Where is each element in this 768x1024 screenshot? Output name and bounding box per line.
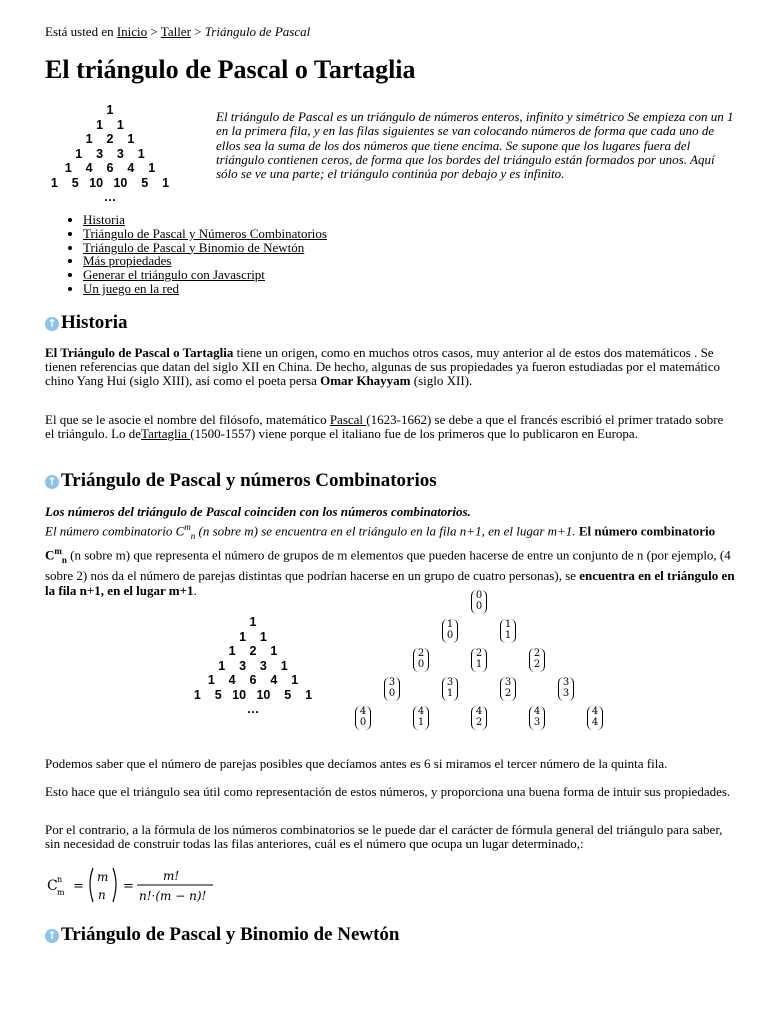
breadcrumb-prefix: Está usted en [45, 24, 114, 39]
binomial-coefficient [500, 677, 516, 701]
text: (n sobre m) que representa el número de grupos de m elementos que pueden hacerse de entre un conjunto de n (por ejemplo, (4 sobre 2) nos da el número de parejas distintas que podrían hacerse en un grupo de cuatro personas), se [45, 547, 731, 583]
text: (1623-1662) se debe a que el francés escribió el primer tratado sobre el triángulo. Lo de [45, 412, 724, 441]
formula-sup: n [57, 875, 63, 884]
combinatorios-paragraph-2 [45, 520, 735, 598]
binomial-bottom: 4 [591, 717, 599, 728]
toc-link-juego[interactable]: Un juego en la red [83, 280, 180, 296]
bold-text: Omar Khayyam [320, 373, 411, 388]
arrow-up-icon[interactable]: ↑ [45, 475, 59, 489]
italic-text: El número combinatorio C [45, 523, 185, 539]
binomial-top: 2 [533, 648, 541, 659]
binomial-parentheses [500, 677, 516, 701]
bold-text: El número combinatorio C [45, 523, 716, 563]
bold-text: encuentra en el triángulo en la fila n+1, en el lugar m+1 [45, 567, 735, 598]
intro-text: El triángulo de Pascal es un triángulo de números enteros, infinito y simétrico Se empieza con un 1 en la primera fila, y en las filas siguientes se van colocando números de forma que cada uno de ellos sea la suma de los dos números que tiene encima. Se supone que los lugares fuera del triángulo contienen ceros, de forma que los bordes del triángulo están formados por unos. Aquí sólo se ve una parte; el triángulo continúa por debajo y es infinito. [216, 109, 734, 182]
binomial-bottom: 2 [533, 659, 541, 670]
breadcrumb-separator: > [150, 24, 158, 39]
heading-text: Triángulo de Pascal y números Combinatorios [61, 470, 437, 491]
text: El que se le asocie el nombre del filósofo, matemático [45, 412, 330, 427]
triangle-row: 1 3 3 1 [75, 146, 145, 161]
binomial-top: 3 [388, 677, 396, 688]
binomial-bottom: 3 [533, 717, 541, 728]
pascal-triangle-numbers [178, 615, 328, 717]
historia-paragraph-1 [45, 346, 735, 388]
triangle-row: 1 5 10 10 5 1 [50, 175, 170, 190]
binomial-parentheses [587, 706, 603, 730]
triangle-row: 1 2 1 [228, 644, 278, 658]
section-heading-newton [45, 924, 400, 946]
sup: m [184, 522, 191, 532]
binomial-top: 1 [446, 619, 454, 630]
toc-link-combinatorios[interactable]: Triángulo de Pascal y Números Combinatorios [83, 225, 327, 241]
arrow-up-icon[interactable]: ↑ [45, 929, 59, 943]
triangle-row: 1 3 3 1 [218, 658, 288, 673]
bold-text: El Triángulo de Pascal o Tartaglia [45, 345, 234, 360]
toc-item [83, 241, 327, 255]
bold-italic-text: Los números del triángulo de Pascal coinciden con los números combinatorios. [45, 504, 471, 519]
binomial-parentheses [413, 706, 429, 730]
binomial-coefficient [413, 706, 429, 730]
section-heading-combinatorios [45, 470, 437, 492]
binomial-parentheses [413, 648, 429, 672]
binomial-coefficient [413, 648, 429, 672]
binomial-parentheses [471, 648, 487, 672]
binomial-coefficient [500, 619, 516, 643]
text: . [193, 582, 197, 598]
pascal-triangle-top [35, 103, 185, 205]
heading-text: Triángulo de Pascal y Binomio de Newtón [61, 924, 400, 945]
binomial-bottom: 0 [446, 630, 454, 641]
sub: n [61, 554, 67, 565]
triangle-row: 1 [106, 103, 114, 117]
formula-c: C [47, 878, 58, 894]
toc-item [83, 213, 327, 227]
binomial-bottom: 3 [562, 688, 570, 699]
paren-left [90, 868, 93, 902]
section-heading-historia [45, 312, 128, 334]
triangle-row: 1 [249, 615, 257, 629]
binomial-coefficient [471, 648, 487, 672]
binomial-parentheses [471, 706, 487, 730]
combinatorial-formula [45, 862, 235, 908]
binomial-top: 3 [446, 677, 454, 688]
breadcrumb-link-taller[interactable]: Taller [160, 24, 191, 39]
binomial-top: 1 [504, 619, 512, 630]
page-title: El triángulo de Pascal o Tartaglia [45, 55, 416, 84]
table-of-contents [65, 213, 327, 296]
binomial-top: 4 [475, 706, 483, 717]
formula-sub: m [57, 888, 65, 897]
link-tartaglia[interactable]: Tartaglia [141, 426, 191, 441]
toc-item [83, 268, 327, 282]
toc-link-propiedades[interactable]: Más propiedades [83, 253, 172, 269]
triangle-ellipsis: … [103, 190, 117, 204]
binomial-bottom: 2 [475, 717, 483, 728]
binomial-coefficient [471, 706, 487, 730]
binomial-top: 0 [475, 590, 483, 601]
binomial-coefficient [442, 677, 458, 701]
binomial-bottom: 1 [504, 630, 512, 641]
sup: m [54, 545, 62, 556]
binomial-bottom: 0 [359, 717, 367, 728]
formula-numerator: m! [163, 869, 180, 883]
triangle-row: 1 1 [239, 629, 267, 644]
triangle-row: 1 2 1 [85, 132, 135, 146]
italic-text: (n sobre m) se encuentra en el triángulo en la fila n+1, en el lugar m+1. [195, 523, 576, 539]
text: (1500-1557) viene porque el italiano fue de los primeros que lo publicaron en Europa. [190, 426, 638, 441]
binomial-bottom: 0 [388, 688, 396, 699]
heading-text: Historia [61, 312, 128, 333]
binomial-parentheses [442, 619, 458, 643]
binomial-top: 2 [417, 648, 425, 659]
binomial-coefficient [442, 619, 458, 643]
binomial-top: 4 [591, 706, 599, 717]
binomial-coefficient [558, 677, 574, 701]
binomial-bottom: 1 [417, 717, 425, 728]
binomial-bottom: 1 [446, 688, 454, 699]
formula-equals: = [123, 879, 134, 894]
binomial-parentheses [471, 590, 487, 614]
combinatorios-paragraph-3: Podemos saber que el número de parejas posibles que decíamos antes es 6 si miramos el tercer número de la quinta fila. [45, 756, 668, 771]
historia-paragraph-2 [45, 413, 735, 441]
binomial-coefficient [587, 706, 603, 730]
combinatorios-paragraph-1 [45, 505, 735, 519]
binomial-top: 4 [533, 706, 541, 717]
toc-item [83, 227, 327, 241]
triangle-row: 1 1 [96, 117, 124, 132]
breadcrumb [45, 25, 310, 39]
binomial-coefficient [384, 677, 400, 701]
combinatorios-paragraph-4: Esto hace que el triángulo sea útil como representación de estos números, y proporciona una buena forma de intuir sus propiedades. [45, 784, 731, 799]
binomial-coefficient [529, 648, 545, 672]
triangle-ellipsis: … [246, 702, 260, 716]
sub: n [190, 530, 196, 541]
arrow-up-icon[interactable]: ↑ [45, 317, 59, 331]
toc-link-binomio[interactable]: Triángulo de Pascal y Binomio de Newtón [83, 239, 305, 255]
breadcrumb-current: Triángulo de Pascal [204, 24, 311, 39]
binomial-coefficient-triangle [355, 590, 605, 735]
binomial-coefficient [355, 706, 371, 730]
binomial-bottom: 1 [475, 659, 483, 670]
binomial-parentheses [384, 677, 400, 701]
link-pascal[interactable]: Pascal [329, 412, 367, 427]
breadcrumb-separator: > [194, 24, 202, 39]
paren-right [113, 868, 116, 902]
binomial-parentheses [500, 619, 516, 643]
binomial-coefficient [471, 590, 487, 614]
binomial-parentheses [558, 677, 574, 701]
binomial-coefficient [529, 706, 545, 730]
breadcrumb-link-inicio[interactable]: Inicio [116, 24, 148, 39]
formula-bottom: n [98, 888, 106, 902]
triangle-row: 1 4 6 4 1 [207, 673, 299, 687]
binomial-top: 3 [504, 677, 512, 688]
triangle-row: 1 4 6 4 1 [64, 161, 156, 175]
binomial-parentheses [355, 706, 371, 730]
binomial-top: 2 [475, 648, 483, 659]
text: (siglo XII). [410, 373, 473, 388]
toc-link-javascript[interactable]: Generar el triángulo con Javascript [83, 267, 265, 283]
formula-top: m [97, 870, 109, 884]
binomial-bottom: 2 [504, 688, 512, 699]
binomial-parentheses [529, 706, 545, 730]
triangle-row: 1 5 10 10 5 1 [193, 687, 313, 702]
formula-equals: = [73, 879, 84, 894]
formula-denominator: n!·(m − n)! [139, 889, 207, 903]
binomial-top: 4 [417, 706, 425, 717]
binomial-top: 3 [562, 677, 570, 688]
binomial-parentheses [442, 677, 458, 701]
binomial-bottom: 0 [475, 601, 483, 612]
toc-item [83, 282, 327, 296]
toc-link-historia[interactable]: Historia [83, 212, 125, 227]
binomial-top: 4 [359, 706, 367, 717]
binomial-bottom: 0 [417, 659, 425, 670]
binomial-parentheses [529, 648, 545, 672]
toc-item [83, 254, 327, 268]
combinatorios-paragraph-5: Por el contrario, a la fórmula de los números combinatorios se le puede dar el carácter de fórmula general del triángulo para saber, sin necesidad de construir todas las filas anteriores, cuál es el número que ocupa un lugar determinado,: [45, 822, 723, 851]
text: tiene un origen, como en muchos otros casos, muy anterior al de estos dos matemáticos . Se tienen referencias que datan del siglo XII en China. De hecho, algunas de sus propiedades ya fueron estudiadas por el matemático chino Yang Hui (siglo XIII), así como el poeta persa [45, 345, 721, 388]
